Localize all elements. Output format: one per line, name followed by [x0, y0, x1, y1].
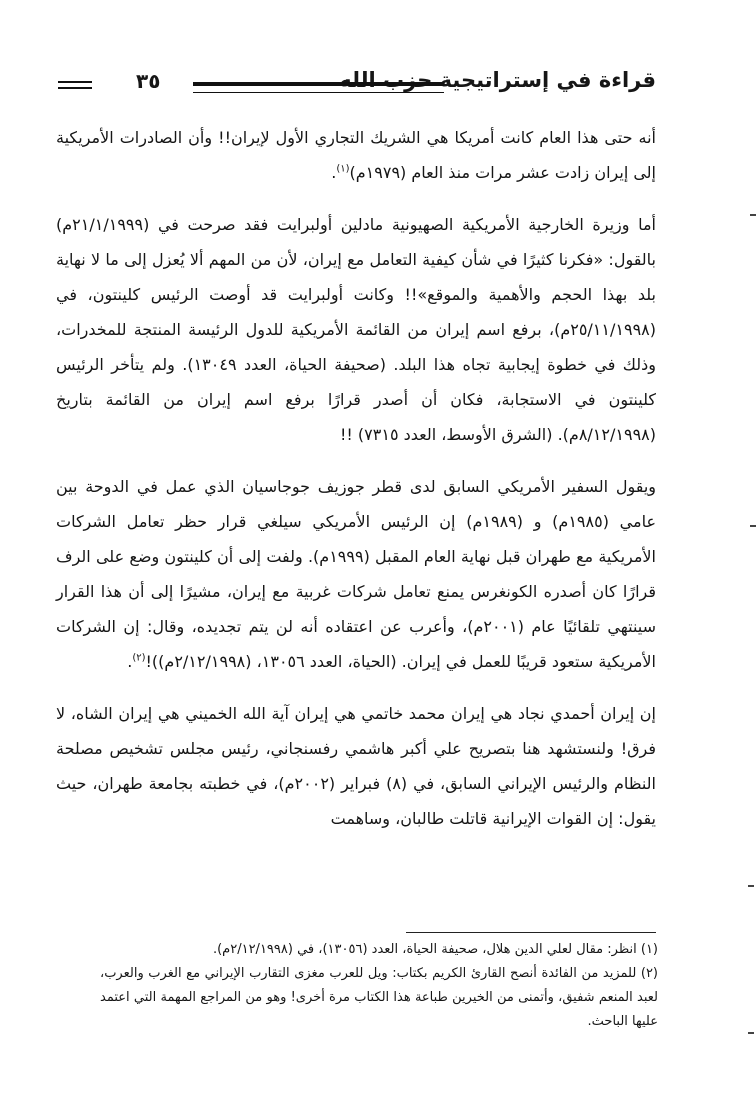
main-text — [56, 120, 656, 853]
edge-mark — [750, 214, 756, 216]
footnote: (٢) للمزيد من الفائدة أنصح القارئ الكريم بكتاب: ويل للعرب مغزى التقارب الإيراني مع الغرب والعرب، لعبد المنعم شفيق، وأتمنى من الخيرين طباعة هذا الكتاب مرة أخرى! وهو من المراجع المهمة التي اعتمد عليها الباحث. — [100, 966, 658, 1029]
paragraph: ويقول السفير الأمريكي السابق لدى قطر جوزيف جوجاسيان الذي عمل في الدوحة بين عامي (١٩٨٥م) و (١٩٨٩م) إن الرئيس الأمريكي سيلغي قرار حظر تعامل الشركات الأمريكية مع طهران قبل نهاية العام المقبل (١٩٩٩م). ولفت إلى أن كلينتون وضع على الرف قرارًا كان أصدره الكونغرس يمنع تعامل شركات غربية مع إيران، مشيرًا إلى أن هذا القرار سينتهي تلقائيًا عام (٢٠٠١م)، وأعرب عن اعتقاده أنه لن يتم تجديده، وقال: إن الشركات الأمريكية ستعود قريبًا للعمل في إيران. (الحياة، العدد ١٣٠٥٦، (٢/١٢/١٩٩٨م))!$^{(٢)}$. — [56, 477, 657, 671]
footnote-separator — [406, 932, 656, 933]
page-header — [58, 68, 656, 108]
paragraph: إن إيران أحمدي نجاد هي إيران محمد خاتمي هي إيران آية الله الخميني هي إيران الشاه، لا فرق! ولنستشهد هنا بتصريح علي أكبر هاشمي رفسنجاني، رئيس مجلس تشخيص مصلحة النظام والرئيس الإيراني السابق، في (٨) فبراير (٢٠٠٢م)، في خطبته بجامعة طهران، حيث يقول: إن القوات الإيرانية قاتلت طالبان، وساهمت — [56, 704, 657, 828]
footnotes — [100, 938, 658, 1034]
footnote-ref: (٢) — [132, 652, 146, 664]
footnote-ref: (١) — [336, 163, 350, 175]
page-number: ٣٥ — [136, 69, 161, 93]
edge-mark — [748, 885, 754, 887]
footnote: (١) انظر: مقال لعلي الدين هلال، صحيفة الحياة، العدد (١٣٠٥٦)، في (٢/١٢/١٩٩٨م). — [212, 942, 658, 957]
header-end-mark — [58, 81, 92, 89]
paragraph: أما وزيرة الخارجية الأمريكية الصهيونية مادلين أولبرايت فقد صرحت في (٢١/١/١٩٩٩م) بالقول: «فكرنا كثيرًا في شأن كيفية التعامل مع إيران، لأن من المهم ألا يُعزل إلى ما لا نهاية بلد بهذا الحجم والأهمية والموقع»!! وكانت أولبرايت قد أوصت الرئيس كلينتون، في (٢٥/١١/١٩٩٨م)، برفع اسم إيران من القائمة الأمريكية للدول الرئيسة المنتجة للمخدرات، وذلك في خطوة إيجابية تجاه هذا البلد. (صحيفة الحياة، العدد ١٣٠٤٩). ولم يتأخر الرئيس كلينتون في الاستجابة، فكان أن أصدر قرارًا برفع اسم إيران من القائمة بتاريخ (٨/١٢/١٩٩٨م). (الشرق الأوسط، العدد ٧٣١٥) !! — [56, 215, 657, 444]
paragraph: أنه حتى هذا العام كانت أمريكا هي الشريك التجاري الأول لإيران!! وأن الصادرات الأمريكية إلى إيران زادت عشر مرات منذ العام (١٩٧٩م)$^{(١)}$. — [56, 128, 656, 182]
edge-mark — [748, 1032, 754, 1034]
header-rule — [193, 82, 444, 93]
running-title: قراءة في إستراتيجية حزب الله — [339, 68, 656, 92]
edge-mark — [750, 525, 756, 527]
